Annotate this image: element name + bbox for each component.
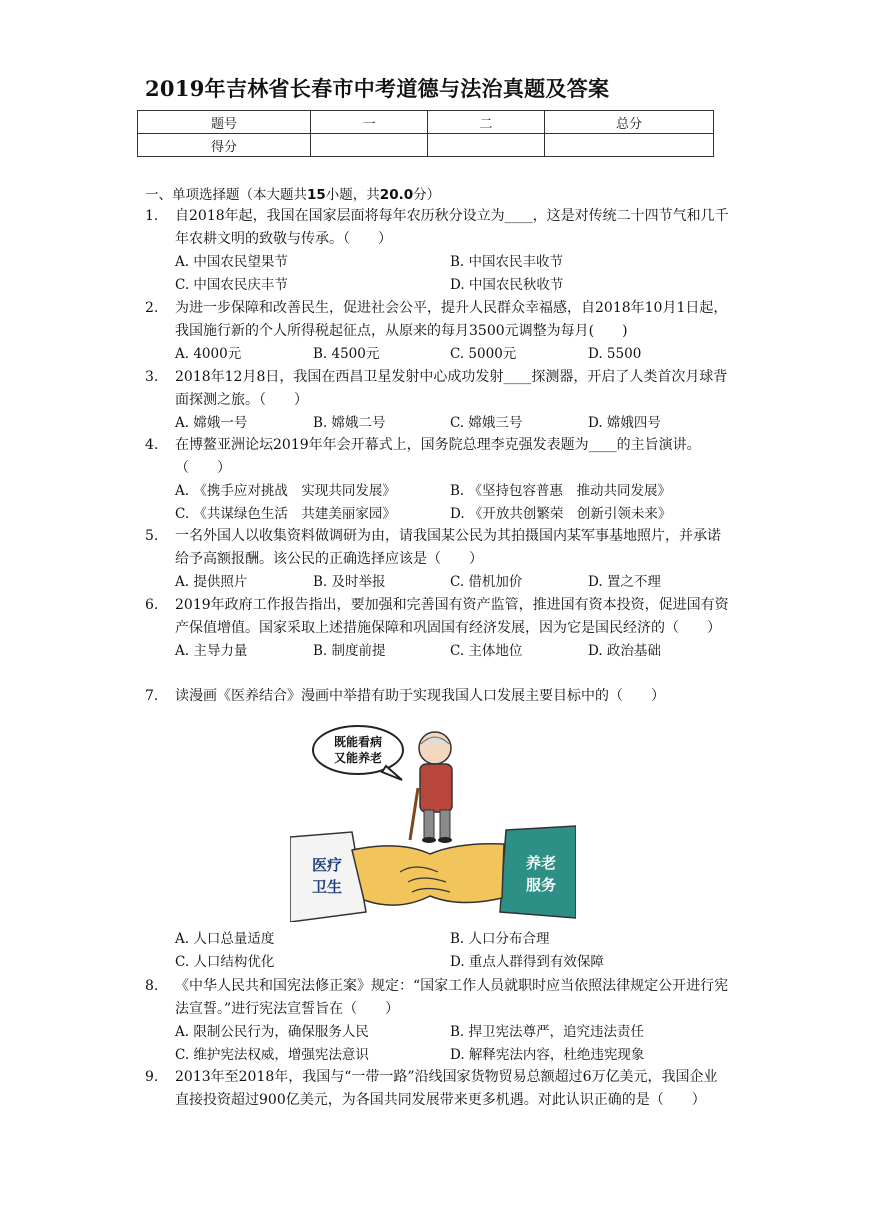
medical-sleeve: [290, 832, 366, 922]
option-b[interactable]: B. 嫦娥二号: [313, 415, 386, 431]
question-7: [145, 685, 730, 708]
question-2: [145, 297, 730, 366]
question-number: 8.: [145, 978, 159, 994]
question-text: 2013年至2018年，我国与“一带一路”沿线国家货物贸易总额超过6万亿美元，我国企业直接投资超过900亿美元，为各国共同发展带来更多机遇。对此认识正确的是（ ）: [175, 1069, 718, 1108]
option-row: [145, 480, 730, 503]
handshake-icon: [352, 844, 504, 905]
score-header-cell: 二: [428, 111, 545, 134]
question-8: [145, 975, 730, 1067]
right-label-2: 服务: [526, 876, 557, 894]
elderly-man-figure: [410, 732, 452, 843]
question-text: 自2018年起，我国在国家层面将每年农历秋分设立为____，这是对传统二十四节气和几千年农耕文明的致敬与传承。（ ）: [175, 208, 729, 247]
bubble-text-2: 又能养老: [333, 751, 383, 765]
option-b[interactable]: B. 人口分布合理: [450, 931, 550, 947]
option-d[interactable]: D. 解释宪法内容，杜绝违宪现象: [450, 1047, 645, 1063]
option-a[interactable]: A. 主导力量: [175, 643, 248, 659]
score-row-label: 得分: [138, 134, 311, 157]
section-count: 15: [307, 187, 326, 203]
option-a[interactable]: A. 中国农民望果节: [175, 254, 288, 270]
option-c[interactable]: C. 《共谋绿色生活 共建美丽家园》: [175, 506, 396, 522]
option-c[interactable]: C. 5000元: [450, 346, 517, 362]
option-d[interactable]: D. 置之不理: [588, 574, 661, 590]
option-a[interactable]: A. 4000元: [175, 346, 242, 362]
question-5: [145, 525, 730, 594]
score-header-cell: 一: [311, 111, 428, 134]
option-b[interactable]: B. 4500元: [313, 346, 380, 362]
left-label-1: 医疗: [312, 856, 343, 874]
question-6: [145, 594, 730, 663]
option-b[interactable]: B. 及时举报: [313, 574, 386, 590]
score-header-cell: 总分: [545, 111, 714, 134]
speech-bubble-tail: [382, 766, 402, 780]
score-table-header-row: [138, 111, 714, 134]
section-heading: [145, 183, 440, 203]
option-c[interactable]: C. 主体地位: [450, 643, 523, 659]
question-text: 在博鳌亚洲论坛2019年年会开幕式上，国务院总理李克强发表题为____的主旨演讲。（ ）: [175, 437, 701, 476]
option-b[interactable]: B. 《坚持包容普惠 推动共同发展》: [450, 483, 672, 499]
section-points: 20.0: [379, 187, 414, 203]
option-c[interactable]: C. 中国农民庆丰节: [175, 277, 288, 293]
question-text: 2018年12月8日，我国在西昌卫星发射中心成功发射____探测器，开启了人类首次月球背面探测之旅。（ ）: [175, 369, 728, 408]
option-c[interactable]: C. 借机加价: [450, 574, 523, 590]
score-table-score-row: [138, 134, 714, 157]
elderly-service-sleeve: [500, 826, 576, 918]
option-a[interactable]: A. 《携手应对挑战 实现共同发展》: [175, 483, 396, 499]
section-mid: 小题，共: [325, 187, 380, 203]
question-text: 《中华人民共和国宪法修正案》规定：“国家工作人员就职时应当依照法律规定公开进行宪法宣誓。”进行宪法宣誓旨在（ ）: [175, 978, 729, 1017]
option-d[interactable]: D. 嫦娥四号: [588, 415, 661, 431]
option-c[interactable]: C. 嫦娥三号: [450, 415, 523, 431]
question-9: [145, 1066, 730, 1112]
score-cell: [428, 134, 545, 157]
option-row: [145, 571, 730, 594]
question-text: 一名外国人以收集资料做调研为由，请我国某公民为其拍摄国内某军事基地照片，并承诺给予高额报酬。该公民的正确选择应该是（ ）: [175, 528, 721, 567]
question-text: 读漫画《医养结合》漫画中举措有助于实现我国人口发展主要目标中的（ ）: [175, 688, 665, 704]
question-number: 9.: [145, 1069, 159, 1085]
left-label-2: 卫生: [312, 878, 343, 896]
option-b[interactable]: B. 制度前提: [313, 643, 386, 659]
question-number: 3.: [145, 369, 159, 385]
question-1: [145, 205, 730, 297]
right-label-1: 养老: [526, 854, 557, 872]
option-row: [145, 640, 730, 663]
question-number: 7.: [145, 688, 159, 704]
option-c[interactable]: C. 人口结构优化: [175, 954, 275, 970]
option-row: [145, 503, 730, 526]
medical-elderly-care-comic: [290, 722, 576, 922]
question-number: 4.: [145, 437, 159, 453]
option-row: [145, 412, 730, 435]
option-row: [145, 274, 730, 297]
question-4: [145, 434, 730, 526]
question-3: [145, 366, 730, 435]
score-cell: [545, 134, 714, 157]
option-row: [145, 1044, 730, 1067]
question-number: 2.: [145, 300, 159, 316]
section-suffix: 分）: [413, 187, 441, 203]
option-a[interactable]: A. 人口总量适度: [175, 931, 275, 947]
score-table: [137, 110, 714, 157]
option-a[interactable]: A. 限制公民行为，确保服务人民: [175, 1024, 369, 1040]
option-d[interactable]: D. 中国农民秋收节: [450, 277, 564, 293]
question-number: 5.: [145, 528, 159, 544]
option-b[interactable]: B. 捍卫宪法尊严，追究违法责任: [450, 1024, 645, 1040]
score-cell: [311, 134, 428, 157]
option-row: [145, 251, 730, 274]
option-c[interactable]: C. 维护宪法权威，增强宪法意识: [175, 1047, 369, 1063]
question-text: 2019年政府工作报告指出，要加强和完善国有资产监管，推进国有资本投资，促进国有资产保值增值。国家采取上述措施保障和巩固国有经济发展，因为它是国民经济的（ ）: [175, 597, 729, 636]
bubble-text-1: 既能看病: [333, 735, 383, 749]
option-d[interactable]: D. 重点人群得到有效保障: [450, 954, 604, 970]
option-row: [145, 1021, 730, 1044]
option-d[interactable]: D. 政治基础: [588, 643, 661, 659]
question-number: 6.: [145, 597, 159, 613]
option-row: [145, 343, 730, 366]
page-title: 2019年吉林省长春市中考道德与法治真题及答案: [145, 76, 610, 101]
question-text: 为进一步保障和改善民生，促进社会公平，提升人民群众幸福感，自2018年10月1日起，我国施行新的个人所得税起征点，从原来的每月3500元调整为每月( ): [175, 300, 728, 339]
option-d[interactable]: D. 《开放共创繁荣 创新引领未来》: [450, 506, 672, 522]
option-a[interactable]: A. 嫦娥一号: [175, 415, 248, 431]
option-b[interactable]: B. 中国农民丰收节: [450, 254, 564, 270]
speech-bubble: [313, 726, 403, 774]
option-d[interactable]: D. 5500: [588, 346, 642, 362]
score-header-cell: 题号: [138, 111, 311, 134]
option-a[interactable]: A. 提供照片: [175, 574, 248, 590]
question-number: 1.: [145, 208, 159, 224]
section-prefix: 一、单项选择题（本大题共: [145, 187, 307, 203]
